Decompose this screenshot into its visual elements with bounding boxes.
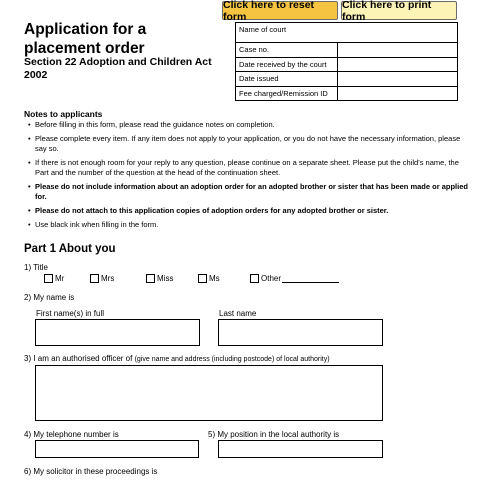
checkbox[interactable] xyxy=(198,274,207,283)
last-name-label: Last name xyxy=(219,309,257,318)
notes-heading: Notes to applicants xyxy=(24,109,103,119)
position-input[interactable] xyxy=(218,440,383,458)
title-option-miss[interactable] xyxy=(146,274,173,283)
date-issued-field[interactable] xyxy=(338,72,458,87)
option-label: Ms xyxy=(209,274,220,283)
note-item: • Please do not attach to this application copies of adoption orders for any adopted brother or sister. xyxy=(28,206,468,216)
q5-label: 5) My position in the local authority is xyxy=(208,430,340,439)
option-label: Mr xyxy=(55,274,65,283)
local-authority-input[interactable] xyxy=(35,365,383,421)
case-no-label: Case no. xyxy=(236,43,338,58)
title-option-mrs[interactable] xyxy=(90,274,114,283)
checkbox[interactable] xyxy=(250,274,259,283)
first-names-label: First name(s) in full xyxy=(36,309,105,318)
q3-hint: (give name and address (including postcode) of local authority) xyxy=(134,356,330,363)
notes-list xyxy=(28,120,468,234)
q3-label xyxy=(24,354,330,363)
telephone-input[interactable] xyxy=(35,440,199,458)
note-item: • Please complete every item. If any item does not apply to your application, or you do not have the necessary information, please say so. xyxy=(28,134,468,154)
court-use-table xyxy=(235,22,458,101)
date-received-label: Date received by the court xyxy=(236,57,338,72)
case-no-field[interactable] xyxy=(338,43,458,58)
form-title: Application for a placement order xyxy=(24,21,147,57)
first-names-input[interactable] xyxy=(35,319,200,346)
print-form-button[interactable]: Click here to print form xyxy=(341,1,457,20)
checkbox[interactable] xyxy=(44,274,53,283)
note-item: • Before filling in this form, please read the guidance notes on completion. xyxy=(28,120,468,130)
other-title-input[interactable] xyxy=(282,274,339,283)
name-of-court-label: Name of court xyxy=(239,25,287,34)
q1-label: 1) Title xyxy=(24,263,49,272)
note-item: • Please do not include information about an adoption order for an adopted brother or sister that has been made or applied for. xyxy=(28,182,468,202)
part1-heading: Part 1 About you xyxy=(24,243,116,255)
q6-label: 6) My solicitor in these proceedings is xyxy=(24,467,158,476)
checkbox[interactable] xyxy=(90,274,99,283)
reset-form-button[interactable]: Click here to reset form xyxy=(222,1,338,20)
option-label: Miss xyxy=(157,274,174,283)
fee-field[interactable] xyxy=(338,86,458,101)
note-item: • If there is not enough room for your reply to any question, please continue on a separate sheet. Please put the child’s name, the Part and the number of the question at the head of the continuation sheet. xyxy=(28,158,468,178)
date-issued-label: Date issued xyxy=(236,72,338,87)
note-item: • Use black ink when filling in the form. xyxy=(28,220,468,230)
fee-label: Fee charged/Remission ID xyxy=(236,86,338,101)
title-option-ms[interactable] xyxy=(198,274,220,283)
name-of-court-field[interactable] xyxy=(236,23,458,43)
q3-label-text: 3) I am an authorised officer of xyxy=(24,354,133,363)
q2-label: 2) My name is xyxy=(24,293,75,302)
last-name-input[interactable] xyxy=(218,319,383,346)
date-received-field[interactable] xyxy=(338,57,458,72)
form-subtitle: Section 22 Adoption and Children Act 2002 xyxy=(24,56,212,81)
option-label: Mrs xyxy=(101,274,115,283)
option-label: Other xyxy=(261,274,282,283)
title-option-other[interactable] xyxy=(250,274,339,283)
title-option-mr[interactable] xyxy=(44,274,64,283)
q4-label: 4) My telephone number is xyxy=(24,430,119,439)
checkbox[interactable] xyxy=(146,274,155,283)
